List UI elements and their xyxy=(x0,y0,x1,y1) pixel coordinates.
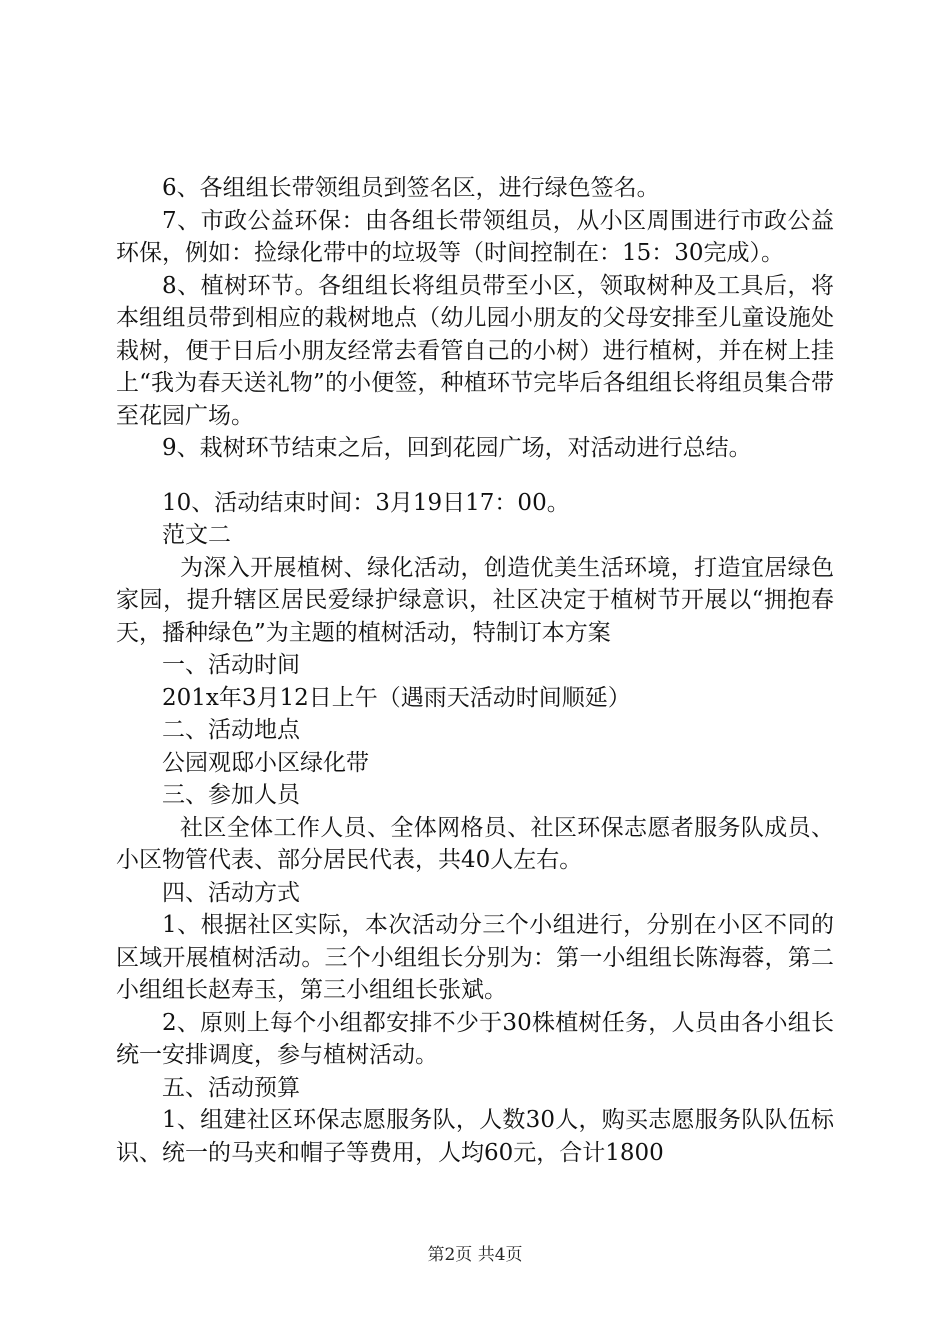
paragraph-step-6: 6、各组组长带领组员到签名区，进行绿色签名。 xyxy=(162,175,660,201)
heading-activity-location: 二、活动地点 xyxy=(162,717,300,743)
heading-activity-method: 四、活动方式 xyxy=(162,879,300,906)
paragraph-participants: 社区全体工作人员、全体网格员、社区环保志愿者服务队成员、小区物管代表、部分居民代表，共40人左右。 xyxy=(116,814,834,873)
heading-activity-budget: 五、活动预算 xyxy=(162,1074,300,1101)
paragraph-method-2: 2、原则上每个小组都安排不少于30株植树任务，人员由各小组长统一安排调度，参与植树活动。 xyxy=(116,1009,834,1068)
paragraph-gap xyxy=(116,465,834,487)
paragraph-activity-location: 公园观邸小区绿化带 xyxy=(162,749,369,776)
paragraph-step-9: 9、栽树环节结束之后，回到花园广场，对活动进行总结。 xyxy=(162,435,752,461)
heading-activity-time: 一、活动时间 xyxy=(162,652,300,678)
paragraph-step-10: 10、活动结束时间：3月19日17：00。 xyxy=(162,489,570,516)
paragraph-intro: 为深入开展植树、绿化活动，创造优美生活环境，打造宜居绿色家园，提升辖区居民爱绿护绿意识，社区决定于植树节开展以“拥抱春天，播种绿色”为主题的植树活动，特制订本方案 xyxy=(116,554,834,646)
paragraph-step-7: 7、市政公益环保：由各组长带领组员，从小区周围进行市政公益环保，例如：捡绿化带中的垃圾等（时间控制在：15：30完成）。 xyxy=(116,207,834,266)
paragraph-step-8: 8、植树环节。各组组长将组员带至小区，领取树种及工具后，将本组组员带到相应的栽树地点（幼儿园小朋友的父母安排至儿童设施处栽树，便于日后小朋友经常去看管自己的小树）进行植树，并在树上挂上“我为春天送礼物”的小便签，种植环节完毕后各组组长将组员集合带至花园广场。 xyxy=(116,272,834,429)
section-heading-sample-two: 范文二 xyxy=(162,522,231,548)
paragraph-method-1: 1、根据社区实际，本次活动分三个小组进行，分别在小区不同的区域开展植树活动。三个小组组长分别为：第一小组组长陈海蓉，第二小组组长赵寿玉，第三小组组长张斌。 xyxy=(116,912,834,1003)
page-number-footer: 第2页 共4页 xyxy=(427,1245,523,1265)
paragraph-activity-time: 201x年3月12日上午（遇雨天活动时间顺延） xyxy=(162,684,631,711)
heading-participants: 三、参加人员 xyxy=(162,782,300,808)
document-body xyxy=(116,172,834,1169)
paragraph-budget-1: 1、组建社区环保志愿服务队，人数30人，购买志愿服务队队伍标识、统一的马夹和帽子等费用，人均60元，合计1800 xyxy=(116,1107,834,1166)
